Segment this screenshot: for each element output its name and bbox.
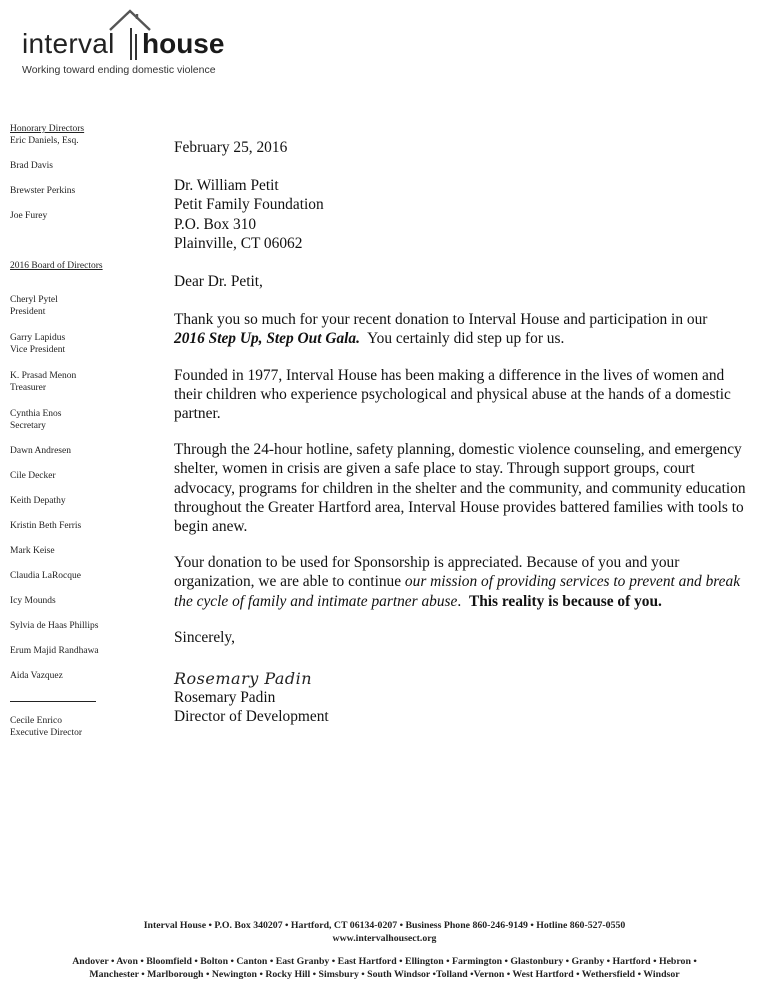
board-member-name: Claudia LaRocque xyxy=(10,571,81,581)
board-member-title: President xyxy=(10,307,46,317)
board-member-name: Keith Depathy xyxy=(10,496,66,506)
board-member-name: Mark Keise xyxy=(10,546,55,556)
board-sidebar xyxy=(10,123,140,739)
logo-divider-icon xyxy=(128,28,140,60)
board-heading: 2016 Board of Directors xyxy=(10,261,103,271)
board-member-name: Kristin Beth Ferris xyxy=(10,521,82,531)
signer-name: Rosemary Padin xyxy=(174,689,276,707)
recipient-line: Petit Family Foundation xyxy=(174,196,324,214)
board-member xyxy=(10,408,140,432)
executive-director-name: Cecile Enrico xyxy=(10,716,62,726)
mission-statement: our mission of providing services to prevent and break the cycle of family and intimate partner abuse xyxy=(174,573,741,610)
paragraph-services: Through the 24-hour hotline, safety planning, domestic violence counseling, and emergency shelter, women in crisis are given a safe place to stay. Through support groups, court advocacy, programs for children in the shelter and the community, and community education throughout the Greater Hartford area, Interval House provides battered families with tools to begin anew. xyxy=(174,441,746,536)
honorary-director: Brad Davis xyxy=(10,161,54,171)
recipient-line: Dr. William Petit xyxy=(174,177,279,195)
board-member-name: Dawn Andresen xyxy=(10,446,71,456)
board-member-name: K. Prasad Menon xyxy=(10,371,77,381)
paragraph-thanks xyxy=(174,310,754,348)
thanks-text: Thank you so much for your recent donation to Interval House and participation in our xyxy=(174,311,708,329)
recipient-address xyxy=(174,176,754,253)
executive-director-title: Executive Director xyxy=(10,728,83,738)
board-member-name: Cynthia Enos xyxy=(10,409,62,419)
board-member-title: Secretary xyxy=(10,421,46,431)
board-member-title: Vice President xyxy=(10,345,66,355)
handwritten-signature: Rosemary Padin xyxy=(174,669,313,689)
board-member-name: Erum Majid Randhawa xyxy=(10,646,99,656)
board-member-name: Cile Decker xyxy=(10,471,56,481)
letter-body xyxy=(174,138,754,727)
organization-logo xyxy=(22,8,242,78)
honorary-directors-heading: Honorary Directors xyxy=(10,124,85,134)
signer-title: Director of Development xyxy=(174,708,329,726)
board-member xyxy=(10,370,140,394)
thanks-text-end: You certainly did step up for us. xyxy=(359,330,565,348)
board-member-title: Treasurer xyxy=(10,383,47,393)
board-member-name: Sylvia de Haas Phillips xyxy=(10,621,99,631)
paragraph-donation xyxy=(174,553,754,611)
footer-contact-line: Interval House • P.O. Box 340207 • Hartford, CT 06134-0207 • Business Phone 860-246-9149 • Hotline 860-527-0550 xyxy=(143,920,626,931)
letter-date: February 25, 2016 xyxy=(174,139,288,156)
salutation: Dear Dr. Petit, xyxy=(174,273,263,291)
sidebar-divider xyxy=(10,701,96,702)
footer-website: www.intervalhousect.org xyxy=(332,932,437,944)
board-member xyxy=(10,332,140,356)
closing: Sincerely, xyxy=(174,628,235,646)
logo-word-interval: interval xyxy=(22,28,115,59)
board-member-name: Cheryl Pytel xyxy=(10,295,58,305)
mission-period: . xyxy=(457,592,469,610)
paragraph-history: Founded in 1977, Interval House has been making a difference in the lives of women and their children who experience psychological and physical abuse at the hands of a domestic partner. xyxy=(174,366,731,423)
honorary-director: Eric Daniels, Esq. xyxy=(10,136,79,146)
recipient-line: P.O. Box 310 xyxy=(174,215,257,233)
footer-towns-line: Manchester • Marlborough • Newington • Rocky Hill • Simsbury • South Windsor •Tolland •Vernon • West Hartford • Wethersfield • Windsor xyxy=(89,968,680,980)
logo-tagline: Working toward ending domestic violence xyxy=(22,64,216,76)
logo-word-house: house xyxy=(142,28,225,59)
donation-text: Your donation to be used for Sponsorship is appreciated. Because of you and your organization, we are able to continue xyxy=(174,554,680,591)
honorary-director: Joe Furey xyxy=(10,211,48,221)
honorary-director: Brewster Perkins xyxy=(10,186,76,196)
board-member-name: Icy Mounds xyxy=(10,596,56,606)
letterhead-footer xyxy=(0,920,769,981)
board-member-name: Garry Lapidus xyxy=(10,333,66,343)
board-member-name: Aida Vazquez xyxy=(10,671,63,681)
event-name: 2016 Step Up, Step Out Gala. xyxy=(174,330,360,348)
board-member xyxy=(10,294,140,318)
footer-towns-line: Andover • Avon • Bloomfield • Bolton • Canton • East Granby • East Hartford • Ellington • Farmington • Glastonbury • Granby • Hartford • Hebron • xyxy=(72,956,697,967)
closing-emphasis: This reality is because of you. xyxy=(468,592,662,610)
recipient-line: Plainville, CT 06062 xyxy=(174,234,303,252)
